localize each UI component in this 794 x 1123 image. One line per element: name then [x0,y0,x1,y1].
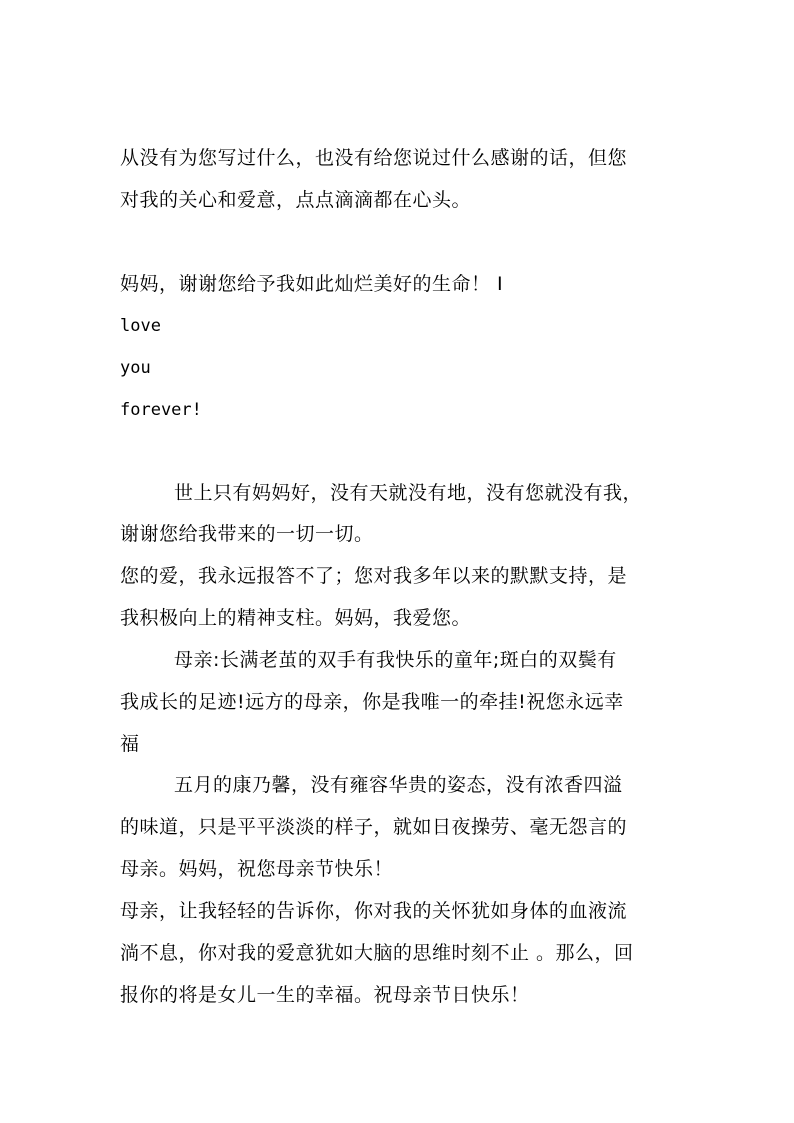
text-line: forever! [120,400,202,420]
text-line: 五月的康乃馨，没有雍容华贵的姿态，没有浓香四溢 [174,774,623,796]
text-line: 谢谢您给我带来的一切一切。 [120,523,374,545]
text-line: love [120,316,161,336]
text-line: you [120,358,151,378]
text-line: 福 [120,733,140,755]
text-line: 母亲。妈妈，祝您母亲节快乐！ [120,858,394,880]
text-line: 报你的将是女儿一生的幸福。祝母亲节日快乐！ [120,984,530,1006]
text-line: 您的爱，我永远报答不了；您对我多年以来的默默支持，是 [120,565,628,587]
text-line: 我成长的足迹!远方的母亲，你是我唯一的牵挂!祝您永远幸 [120,691,624,713]
text-line: 妈妈，谢谢您给予我如此灿烂美好的生命！ I [120,273,504,295]
text-line: 我积极向上的精神支柱。妈妈，我爱您。 [120,607,472,629]
text-line: 的味道，只是平平淡淡的样子，就如日夜操劳、毫无怨言的 [120,816,628,838]
text-line: 母亲:长满老茧的双手有我快乐的童年;斑白的双鬓有 [174,649,617,671]
text-line: 母亲，让我轻轻的告诉你，你对我的关怀犹如身体的血液流 [120,900,628,922]
text-line: 对我的关心和爱意，点点滴滴都在心头。 [120,189,472,211]
text-line: 从没有为您写过什么，也没有给您说过什么感谢的话，但您 [120,147,628,169]
text-line: 淌不息，你对我的爱意犹如大脑的思维时刻不止 。那么，回 [120,942,634,964]
text-line: 世上只有妈妈好，没有天就没有地，没有您就没有我， [174,482,643,504]
